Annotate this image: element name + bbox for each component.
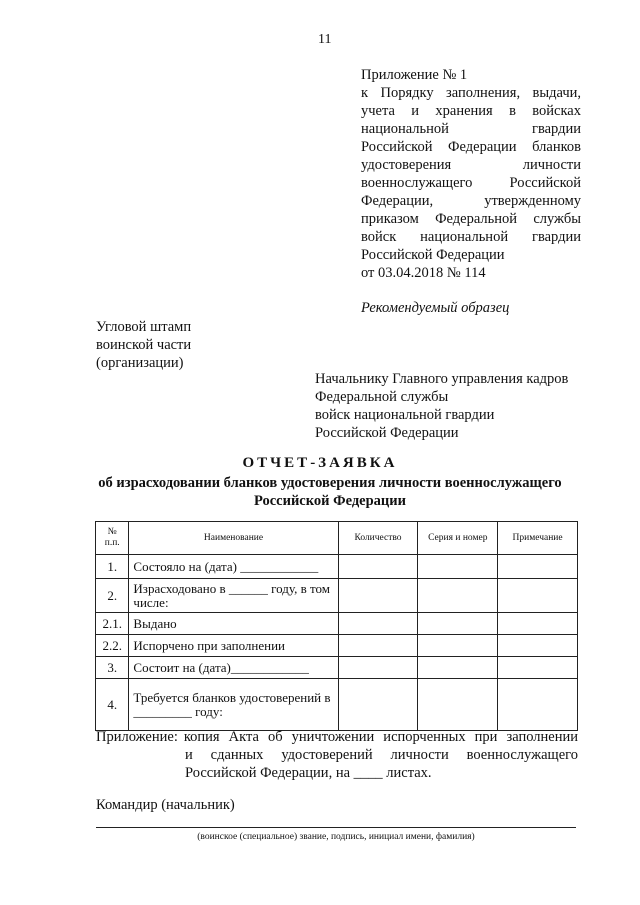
row-number: 3. (96, 657, 129, 679)
series-cell[interactable] (418, 657, 498, 679)
series-cell[interactable] (418, 635, 498, 657)
header-quantity: Количество (338, 522, 418, 555)
appendix-line: от 03.04.2018 № 114 (361, 265, 486, 281)
quantity-cell[interactable] (338, 555, 418, 579)
stamp-line: (организации) (96, 355, 184, 371)
commander-label: Командир (начальник) (96, 797, 235, 813)
appendix-line: Федерации, утвержденному (361, 193, 581, 209)
row-name: Состояло на (дата) ____________ (129, 555, 338, 579)
quantity-cell[interactable] (338, 579, 418, 613)
header-series-number: Серия и номер (418, 522, 498, 555)
quantity-cell[interactable] (338, 613, 418, 635)
row-name: Испорчено при заполнении (129, 635, 338, 657)
row-number: 2.2. (96, 635, 129, 657)
note-cell[interactable] (498, 657, 578, 679)
appendix-line: удостоверения личности (361, 157, 581, 173)
appendix-line: Российской Федерации (361, 247, 505, 263)
appendix-line: к Порядку заполнения, выдачи, (361, 85, 581, 101)
appendix-line: приказом Федеральной службы (361, 211, 581, 227)
appendix-line: войск национальной гвардии (361, 229, 581, 245)
header-note: Примечание (498, 522, 578, 555)
document-subtitle: об израсходовании бланков удостоверения личности военнослужащего Российской Федерации (98, 475, 562, 509)
table-row (96, 635, 578, 657)
note-cell[interactable] (498, 613, 578, 635)
table-row (96, 555, 578, 579)
addressee-block (315, 370, 568, 442)
table-row (96, 657, 578, 679)
appendix-line: Приложение № 1 (361, 67, 468, 83)
series-cell[interactable] (418, 579, 498, 613)
addressee-line: войск национальной гвардии (315, 407, 495, 423)
stamp-line: Угловой штамп (96, 319, 192, 335)
page-number: 11 (318, 32, 332, 47)
header-name: Наименование (129, 522, 338, 555)
row-number: 2.1. (96, 613, 129, 635)
row-name: Выдано (129, 613, 338, 635)
attachment-line: и сданных удостоверений личности военнослужащего (185, 747, 578, 763)
appendix-line: учета и хранения в войсках (361, 103, 581, 119)
series-cell[interactable] (418, 613, 498, 635)
note-cell[interactable] (498, 579, 578, 613)
appendix-line: Российской Федерации бланков (361, 139, 581, 155)
note-cell[interactable] (498, 555, 578, 579)
quantity-cell[interactable] (338, 657, 418, 679)
quantity-cell[interactable] (338, 635, 418, 657)
row-number: 1. (96, 555, 129, 579)
signature-line[interactable] (96, 827, 576, 828)
table-row (96, 613, 578, 635)
attachment-line: копия Акта об уничтожении испорченных при заполнении (183, 729, 578, 745)
row-number: 4. (96, 679, 129, 731)
appendix-line: военнослужащего Российской (361, 175, 581, 191)
note-cell[interactable] (498, 635, 578, 657)
appendix-block (361, 66, 581, 282)
header-number: № п.п. (96, 522, 129, 555)
row-name: Требуется бланков удостоверений в _________ году: (129, 679, 338, 731)
document-title: ОТЧЕТ-ЗАЯВКА (242, 455, 398, 471)
note-cell[interactable] (498, 679, 578, 731)
row-name: Состоит на (дата)____________ (129, 657, 338, 679)
stamp-line: воинской части (96, 337, 192, 353)
attachment-block (96, 728, 578, 782)
attachment-label: Приложение: (96, 729, 178, 745)
row-name: Израсходовано в ______ году, в том числе: (129, 579, 338, 613)
report-table (95, 521, 578, 731)
addressee-line: Российской Федерации (315, 425, 459, 441)
quantity-cell[interactable] (338, 679, 418, 731)
addressee-line: Начальнику Главного управления кадров (315, 371, 569, 387)
table-header-row (96, 522, 578, 555)
row-number: 2. (96, 579, 129, 613)
table-row (96, 679, 578, 731)
signature-caption: (воинское (специальное) звание, подпись, инициал имени, фамилия) (197, 832, 475, 842)
table-row (96, 579, 578, 613)
addressee-line: Федеральной службы (315, 389, 449, 405)
recommended-sample-label: Рекомендуемый образец (361, 300, 510, 316)
corner-stamp-block (96, 318, 191, 372)
series-cell[interactable] (418, 555, 498, 579)
series-cell[interactable] (418, 679, 498, 731)
attachment-line: Российской Федерации, на ____ листах. (185, 765, 432, 781)
appendix-line: национальной гвардии (361, 121, 581, 137)
